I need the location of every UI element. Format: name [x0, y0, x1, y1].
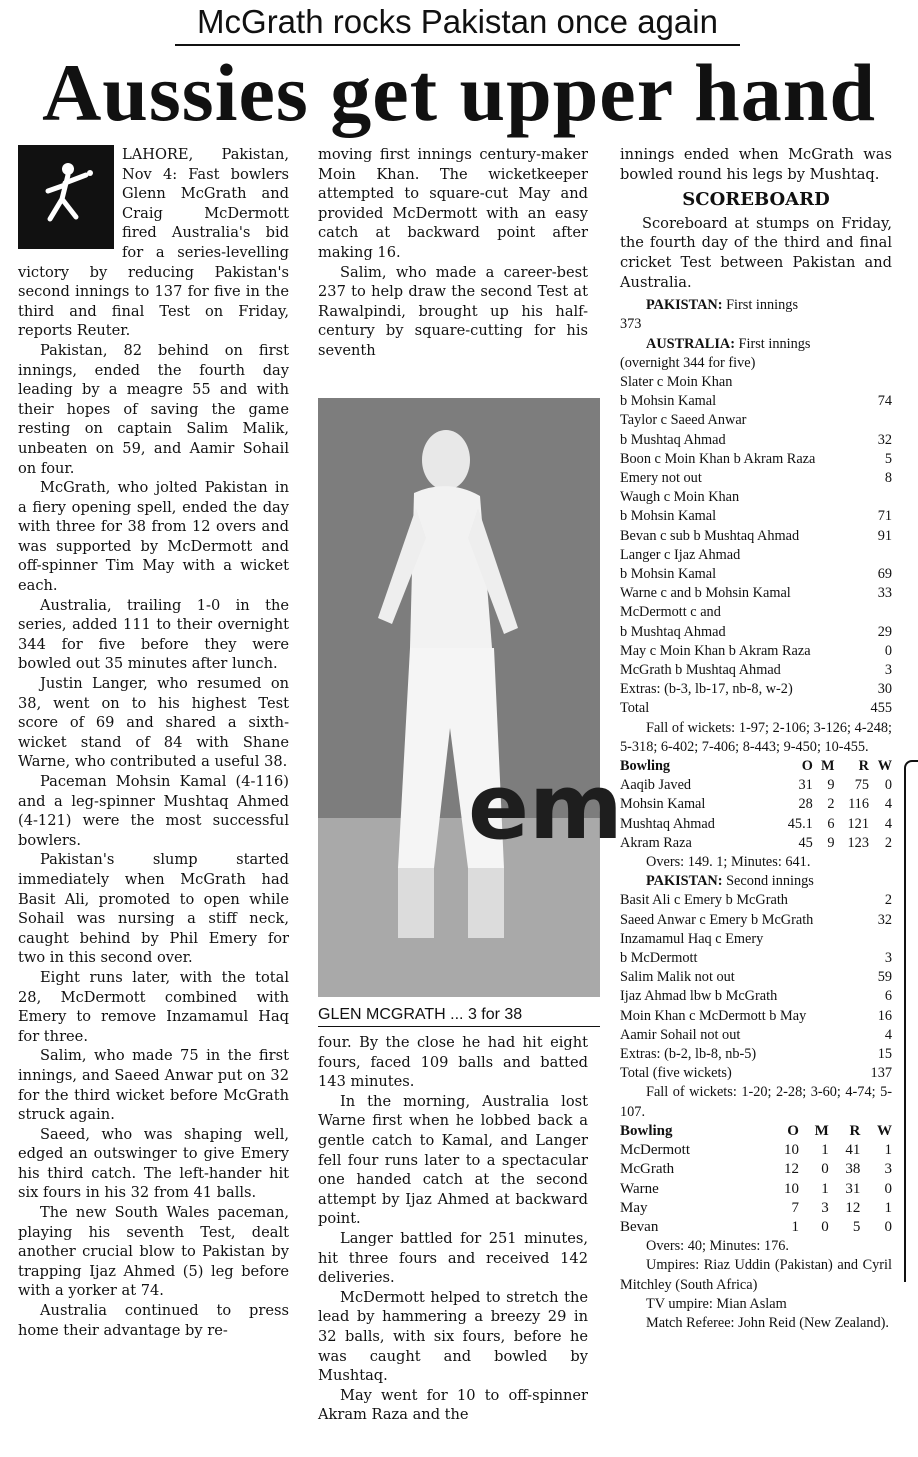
paragraph: The new South Wales paceman, playing his seventh Test, dealt another crucial blow to Pakistan by trapping Ijaz Ahmed (5) leg before with a yorker at 74. — [18, 1204, 289, 1300]
overs: 10 — [783, 1142, 799, 1159]
paragraph: In the morning, Australia lost Warne first when he lobbed back a gentle catch to Kamal, and Langer fell four runs later to a spectacular one handed catch at the second attempt by Ijaz Ahmed at backward point. — [318, 1092, 588, 1228]
batting-row — [620, 527, 892, 546]
maidens: 6 — [827, 815, 835, 832]
overs: 7 — [791, 1199, 799, 1216]
paragraph: Justin Langer, who resumed on 38, went on to his highest Test score of 69 and shared a sixth-wicket stand of 84 with Shane Warne, who contributed a useful 38. — [18, 675, 289, 771]
batter: Total — [620, 700, 650, 717]
batter: Moin Khan c McDermott b May — [620, 1007, 807, 1024]
bowling-row — [620, 1199, 892, 1218]
maidens: 2 — [827, 796, 835, 813]
runs: 33 — [877, 585, 892, 602]
batting-row — [620, 1026, 892, 1045]
runs: 29 — [877, 623, 892, 640]
batter: Boon c Moin Khan b Akram Raza — [620, 450, 816, 467]
batter: Waugh c Moin Khan — [620, 489, 740, 506]
batting-row — [620, 1064, 892, 1083]
runs — [866, 930, 892, 949]
runs: 71 — [877, 508, 892, 525]
main-headline: Aussies get upper hand — [42, 47, 876, 138]
svg-text:em: em — [468, 755, 623, 860]
bowling-row — [620, 776, 892, 795]
bowling-header: O — [801, 758, 813, 775]
bowling-row — [620, 834, 892, 853]
batter: b Mushtaq Ahmad — [620, 431, 726, 448]
runs: 123 — [847, 834, 869, 851]
wickets: 2 — [884, 834, 892, 851]
batter: b McDermott — [620, 950, 698, 967]
paragraph: May went for 10 to off-spinner Akram Raza and the — [318, 1386, 588, 1424]
bowling-header-row — [620, 1122, 892, 1141]
runs: 16 — [877, 1007, 892, 1024]
runs: 41 — [845, 1142, 861, 1159]
runs: 6 — [884, 988, 892, 1005]
runs: 116 — [848, 796, 869, 813]
batter: Bevan c sub b Mushtaq Ahmad — [620, 527, 800, 544]
batter: Emery not out — [620, 469, 702, 486]
runs: 32 — [877, 431, 892, 448]
maidens: 3 — [821, 1199, 829, 1216]
wickets: 0 — [884, 1180, 892, 1197]
batter: Extras: (b-3, lb-17, nb-8, w-2) — [620, 681, 793, 698]
runs: 32 — [877, 911, 892, 928]
scoreboard-title: SCOREBOARD — [682, 189, 830, 211]
runs: 137 — [870, 1065, 892, 1082]
batting-row — [620, 431, 892, 450]
paragraph: McGrath, who jolted Pakistan in a fiery opening spell, ended the day with three for 38 from 12 overs and was supported by McDermott and off-spinner Tim May with a wicket each. — [18, 479, 289, 595]
runs — [866, 411, 892, 430]
batter: Extras: (b-2, lb-8, nb-5) — [620, 1046, 757, 1063]
runs: 4 — [884, 1026, 892, 1043]
overs: 45.1 — [787, 815, 813, 832]
maidens: 0 — [821, 1218, 829, 1235]
runs — [866, 546, 892, 565]
runs: 69 — [877, 566, 892, 582]
article-column-3 — [620, 145, 892, 1333]
paragraph: Langer battled for 251 minutes, hit three fours and received 142 deliveries. — [318, 1229, 588, 1287]
overs: 28 — [798, 796, 813, 813]
batter: Saeed Anwar c Emery b McGrath — [620, 911, 814, 928]
paragraph: Eight runs later, with the total 28, McDermott combined with Emery to remove Inzamamul Haq for three. — [18, 968, 289, 1045]
batting-row — [620, 680, 892, 699]
batter: b Mushtaq Ahmad — [620, 623, 726, 640]
paragraph: innings ended when McGrath was bowled round his legs by Mushtaq. — [620, 146, 892, 183]
bowler: McDermott — [620, 1142, 690, 1159]
pak-overs-minutes: Overs: 40; Minutes: 176. — [646, 1238, 789, 1255]
runs — [866, 488, 892, 507]
wickets: 0 — [884, 1218, 892, 1235]
batting-row — [620, 642, 892, 661]
wickets: 1 — [884, 1142, 892, 1159]
runs: 12 — [845, 1199, 861, 1216]
batting-row — [620, 603, 892, 622]
bowler: Akram Raza — [620, 834, 692, 851]
runs: 8 — [884, 469, 892, 486]
kicker-headline: McGrath rocks Pakistan once again — [175, 2, 740, 46]
batter: May c Moin Khan b Akram Raza — [620, 642, 811, 659]
bowling-row — [620, 1160, 892, 1179]
article-column-2-top — [318, 145, 588, 361]
runs: 30 — [877, 681, 892, 698]
bowling-row — [620, 815, 892, 834]
runs: 5 — [852, 1218, 861, 1235]
paragraph: Australia continued to press home their advantage by re- — [18, 1302, 289, 1339]
batter: Warne c and b Mohsin Kamal — [620, 585, 791, 602]
pak-second-rest: Second innings — [722, 873, 814, 890]
wickets: 0 — [884, 777, 892, 794]
batting-row — [620, 411, 892, 430]
runs: 74 — [877, 393, 892, 410]
paragraph: Pakistan, 82 behind on first innings, ended the fourth day leading by a meagre 55 and with their hopes of saving the game resting on captain Salim Malik, unbeaten on 59, and Aamir Sohail on four. — [18, 341, 289, 477]
paragraph: Paceman Mohsin Kamal (4-116) and a leg-spinner Mushtaq Ahmed (4-121) were the most successful bowlers. — [18, 773, 289, 849]
runs: 38 — [845, 1161, 861, 1178]
aus-batting-list — [620, 373, 892, 719]
bowler: Mohsin Kamal — [620, 796, 706, 813]
aus-fall-of-wickets: Fall of wickets: 1-97; 2-106; 3-126; 4-248; 5-318; 6-402; 7-406; 8-443; 9-450; 10-455. — [620, 719, 892, 755]
pak-second-innings-heading — [620, 872, 892, 891]
batter: Slater c Moin Khan — [620, 373, 733, 390]
batting-row — [620, 507, 892, 526]
pak-first-total: 373 — [620, 316, 642, 333]
runs: 455 — [870, 700, 892, 717]
runs: 75 — [854, 777, 869, 794]
bowling-header: W — [877, 758, 892, 775]
bowling-row — [620, 1141, 892, 1160]
batting-row — [620, 1045, 892, 1064]
runs: 2 — [884, 892, 892, 909]
batting-row — [620, 584, 892, 603]
bowler: Mushtaq Ahmad — [620, 815, 715, 832]
batting-row — [620, 1007, 892, 1026]
wickets: 1 — [884, 1199, 892, 1216]
bowler: Aaqib Javed — [620, 777, 692, 794]
batting-row — [620, 469, 892, 488]
batter: Inzamamul Haq c Emery — [620, 930, 764, 947]
runs: 91 — [877, 527, 892, 544]
overs: 31 — [798, 777, 813, 794]
batter: Salim Malik not out — [620, 969, 735, 986]
bowling-header: Bowling — [620, 758, 671, 775]
batting-row — [620, 949, 892, 968]
match-referee: Match Referee: John Reid (New Zealand). — [646, 1314, 889, 1331]
page-edge-rule — [904, 760, 918, 1282]
paragraph: four. By the close he had hit eight fours, faced 109 balls and batted 143 minutes. — [318, 1034, 588, 1091]
runs: 0 — [884, 642, 892, 659]
article-column-2-bottom — [318, 1033, 588, 1425]
article-column-1 — [18, 145, 289, 1340]
batting-row — [620, 968, 892, 987]
bowling-row — [620, 1218, 892, 1237]
pak-first-rest: First innings — [722, 297, 799, 314]
bowling-header: M — [821, 758, 835, 775]
runs — [866, 603, 892, 622]
lead-paragraph: LAHORE, Pakistan, Nov 4: Fast bowlers Glenn McGrath and Craig McDermott fired Australia's bid for a series-levelling victory by reducing Pakistan's second innings to 137 for five in the third and final Test on Friday, reports Reuter. — [18, 146, 289, 340]
overs: 12 — [783, 1161, 799, 1178]
runs: 121 — [847, 815, 869, 832]
batter: b Mohsin Kamal — [620, 393, 717, 410]
batter: Total (five wickets) — [620, 1065, 732, 1082]
batting-row — [620, 911, 892, 930]
player-photo — [318, 398, 623, 997]
overs: 1 — [791, 1218, 799, 1235]
batting-row — [620, 661, 892, 680]
batting-row — [620, 930, 892, 949]
wickets: 3 — [884, 1161, 892, 1178]
maidens: 1 — [821, 1180, 829, 1197]
bowling-row — [620, 795, 892, 814]
batter: McGrath b Mushtaq Ahmad — [620, 662, 781, 679]
bowling-header: W — [877, 1122, 892, 1139]
aus-first-innings-heading — [620, 335, 892, 354]
tv-umpire: TV umpire: Mian Aslam — [646, 1295, 787, 1312]
paragraph: McDermott helped to stretch the lead by hammering a breezy 29 in 32 balls, with six fours, before he was caught and bowled by Mushtaq. — [318, 1288, 588, 1385]
aus-overnight: (overnight 344 for five) — [620, 354, 756, 371]
batting-row — [620, 450, 892, 469]
runs: 3 — [884, 662, 892, 679]
bowling-header: M — [814, 1122, 829, 1139]
batter: b Mohsin Kamal — [620, 508, 717, 525]
paragraph: Pakistan's slump started immediately when McGrath had Basit Ali, promoted to open while Sohail was nursing a stiff neck, caught behind by Phil Emery for two in this second over. — [18, 851, 289, 967]
pak-batting-list — [620, 891, 892, 1083]
maidens: 9 — [827, 777, 835, 794]
batter: b Mohsin Kamal — [620, 566, 717, 582]
runs: 59 — [877, 969, 892, 986]
photo-caption: GLEN MCGRATH ... 3 for 38 — [318, 1004, 600, 1027]
bowling-header: R — [858, 758, 869, 775]
overs: 45 — [798, 834, 813, 851]
aus-first-label: AUSTRALIA: — [646, 335, 735, 352]
runs: 31 — [845, 1180, 861, 1197]
bowling-header: Bowling — [620, 1122, 673, 1139]
pak-second-label: PAKISTAN: — [646, 873, 723, 890]
runs: 5 — [884, 450, 892, 467]
paragraph: Salim, who made a career-best 237 to help draw the second Test at Rawalpindi, brought up his half-century by square-cutting for his seventh — [318, 263, 588, 359]
umpires: Umpires: Riaz Uddin (Pakistan) and Cyril Mitchley (South Africa) — [620, 1257, 892, 1293]
pak-fall-of-wickets: Fall of wickets: 1-20; 2-28; 3-60; 4-74; 5-107. — [620, 1084, 892, 1120]
batter: McDermott c and — [620, 604, 721, 621]
pak-bowling-table — [620, 757, 892, 853]
paragraph: Salim, who made 75 in the first innings, and Saeed Anwar put on 32 for the third wicket before McGrath struck again. — [18, 1047, 289, 1124]
aus-first-rest: First innings — [734, 335, 811, 352]
batting-row — [620, 623, 892, 642]
batting-row — [620, 373, 892, 392]
bowler: McGrath — [620, 1161, 675, 1178]
wickets: 4 — [884, 796, 892, 813]
runs: 15 — [877, 1046, 892, 1063]
bowler: Warne — [620, 1180, 659, 1197]
bowler: May — [620, 1199, 648, 1216]
batting-row — [620, 565, 892, 584]
maidens: 1 — [821, 1142, 829, 1159]
batter: Langer c Ijaz Ahmad — [620, 546, 741, 563]
paragraph: moving first innings century-maker Moin Khan. The wicketkeeper attempted to square-cut May and provided McDermott with an easy catch at backward point after making 16. — [318, 146, 588, 261]
batting-row — [620, 546, 892, 565]
batting-row — [620, 891, 892, 910]
maidens: 0 — [821, 1161, 829, 1178]
paragraph: Australia, trailing 1-0 in the series, added 111 to their overnight 344 for five before they were bowled out 35 minutes after lunch. — [18, 596, 289, 673]
runs — [866, 373, 892, 392]
bowling-header-row — [620, 757, 892, 776]
aus-overs-minutes: Overs: 149. 1; Minutes: 641. — [646, 854, 811, 871]
batting-row — [620, 488, 892, 507]
batting-row — [620, 987, 892, 1006]
batter: Taylor c Saeed Anwar — [620, 412, 747, 429]
paragraph: Saeed, who was shaping well, edged an outswinger to give Emery his third catch. The left-hander hit six fours in his 32 from 41 balls. — [18, 1125, 289, 1202]
bowling-header: R — [849, 1122, 861, 1139]
scoreboard-intro: Scoreboard at stumps on Friday, the fourth day of the third and final cricket Test between Pakistan and Australia. — [620, 214, 892, 291]
overs: 10 — [783, 1180, 799, 1197]
aus-bowling-table — [620, 1122, 892, 1237]
cricket-logo-icon — [18, 145, 114, 249]
pak-first-label: PAKISTAN: — [646, 297, 723, 314]
batting-row — [620, 699, 892, 718]
batter: Basit Ali c Emery b McGrath — [620, 892, 788, 909]
bowler: Bevan — [620, 1218, 659, 1235]
batting-row — [620, 392, 892, 411]
runs: 3 — [884, 950, 892, 967]
bowling-header: O — [787, 1122, 799, 1139]
batter: Ijaz Ahmad lbw b McGrath — [620, 988, 778, 1005]
bowling-row — [620, 1180, 892, 1199]
pak-first-innings-heading — [620, 296, 892, 315]
maidens: 9 — [827, 834, 835, 851]
batter: Aamir Sohail not out — [620, 1026, 741, 1043]
wickets: 4 — [884, 815, 892, 832]
